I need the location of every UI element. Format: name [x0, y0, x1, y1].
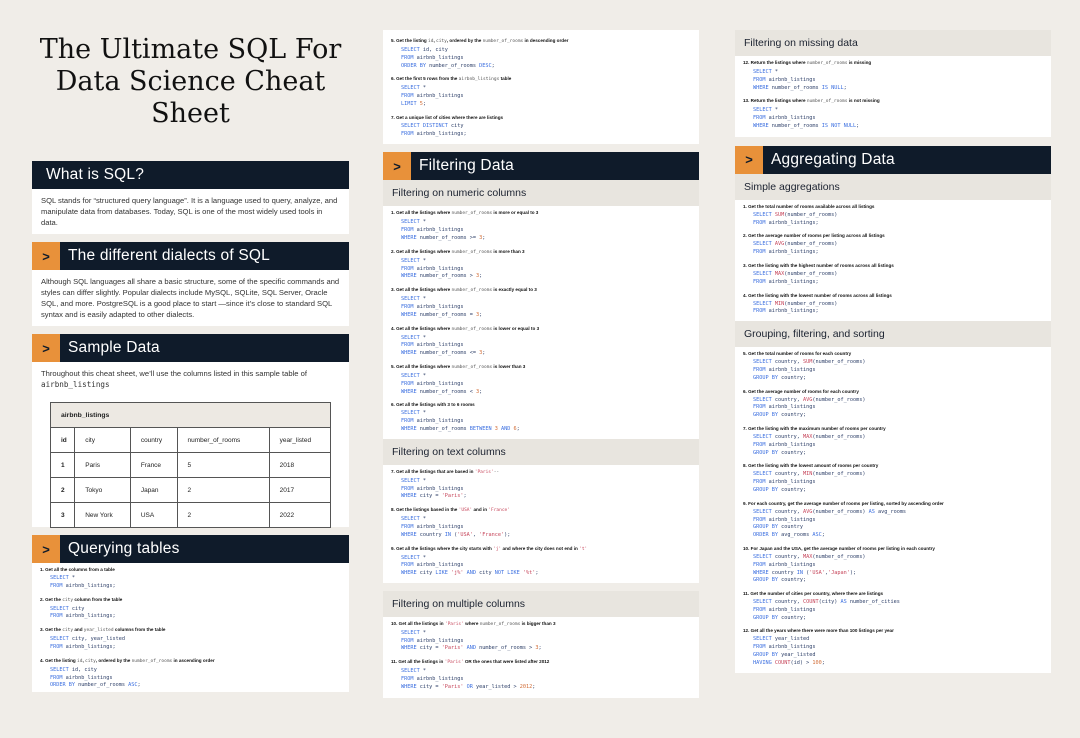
section-title: Aggregating Data	[771, 150, 895, 168]
query-description: 7. Get a unique list of cities where there are listings	[391, 114, 504, 120]
section-header	[32, 535, 349, 563]
query-description: 12. Return the listings where number_of_rooms is missing	[743, 60, 872, 66]
query-item	[383, 465, 699, 503]
query-description: 6. Get all the listings with 3 to 6 rooms	[391, 402, 475, 408]
code-block: SELECT * FROM airbnb_listings WHERE number_of_rooms >= 3;	[401, 219, 486, 241]
table-cell: Tokyo	[75, 478, 131, 503]
query-description: 2. Get all the listings where number_of_rooms is more than 3	[391, 248, 525, 255]
code-block: SELECT country, MAX(number_of_rooms) FROM airbnb_listings WHERE country IN ('USA','Japan'); GROUP BY country;	[753, 553, 866, 584]
query-description: 11. Get the number of cities per country, where there are listings	[743, 591, 884, 597]
code-block: SELECT city, year_listed FROM airbnb_listings;	[50, 636, 125, 650]
section-title: Filtering Data	[419, 157, 514, 175]
subsection-title: Grouping, filtering, and sorting	[735, 321, 1051, 347]
filtering-section	[383, 152, 699, 583]
code-block: SELECT * FROM airbnb_listings WHERE number_of_rooms IS NULL;	[753, 69, 847, 91]
query-description: 3. Get the listing with the highest number of rooms across all listings	[743, 262, 894, 268]
code-block: SELECT * FROM airbnb_listings WHERE country IN ('USA', 'France');	[401, 516, 511, 538]
query-item	[32, 593, 349, 624]
subsection-title: Filtering on multiple columns	[383, 591, 699, 617]
code-block: SELECT * FROM airbnb_listings WHERE number_of_rooms BETWEEN 3 AND 6;	[401, 410, 520, 432]
table-cell: 2	[177, 478, 269, 503]
query-description: 5. Get the listing id, city, ordered by the number_of_rooms in descending order	[391, 38, 569, 44]
query-item	[383, 111, 699, 141]
column-header: year_listed	[269, 428, 330, 453]
page-title: The Ultimate SQL For Data Science Cheat Sheet	[39, 34, 342, 129]
section-text: SQL stands for “structured query language”. It is a language used to query, analyze, and manipulate data from databases. Today, SQL is one of the most widely used tools in data.	[41, 196, 338, 227]
query-item	[383, 617, 699, 655]
section-title: Querying tables	[68, 540, 180, 557]
query-item	[735, 229, 1051, 259]
table-cell: 3	[51, 503, 75, 528]
column-right	[735, 30, 1051, 681]
table-cell: 2017	[269, 478, 330, 503]
query-description: 9. Get all the listings where the city starts with 'j' and where the city does not end in 't'	[391, 545, 588, 552]
chevron-right-icon: >	[383, 152, 411, 180]
query-item	[735, 259, 1051, 289]
query-item	[383, 72, 699, 110]
section-header	[383, 152, 699, 180]
intro-code: airbnb_listings	[41, 380, 110, 389]
subsection-title: Filtering on text columns	[383, 439, 699, 465]
table-cell: USA	[130, 503, 177, 528]
code-block: SELECT MIN(number_of_rooms) FROM airbnb_listings;	[753, 300, 838, 315]
query-description: 8. Get the listings based in the 'USA' and in 'France'	[391, 507, 510, 514]
query-item	[735, 385, 1051, 422]
code-block: SELECT * FROM airbnb_listings;	[50, 575, 116, 589]
querying-continued	[383, 30, 699, 144]
table-cell: France	[130, 453, 177, 478]
table-cell: Japan	[130, 478, 177, 503]
query-description: 5. Get the total number of rooms for each country	[743, 351, 852, 357]
query-description: 7. Get all the listings that are based in 'Paris'--	[391, 468, 500, 475]
aggregating-section	[735, 146, 1051, 673]
table-name: airbnb_listings	[51, 403, 331, 428]
intro-text: Throughout this cheat sheet, we’ll use the columns listed in this sample table of	[41, 369, 307, 378]
code-block: SELECT * FROM airbnb_listings WHERE number_of_rooms IS NOT NULL;	[753, 107, 860, 129]
table-cell: Paris	[75, 453, 131, 478]
column-header: country	[130, 428, 177, 453]
chevron-right-icon: >	[32, 535, 60, 563]
code-block: SELECT id, city FROM airbnb_listings ORDER BY number_of_rooms DESC;	[401, 47, 495, 69]
chevron-right-icon: >	[32, 334, 60, 362]
query-description: 11. Get all the listings in 'Paris' OR the ones that were listed after 2012	[391, 659, 550, 666]
table-header-row	[51, 428, 331, 453]
section-header	[32, 242, 349, 270]
table-row	[51, 503, 331, 528]
column-header: id	[51, 428, 75, 453]
query-item	[735, 422, 1051, 459]
code-block: SELECT AVG(number_of_rooms) FROM airbnb_listings;	[753, 241, 838, 256]
code-block: SELECT * FROM airbnb_listings LIMIT 5;	[401, 85, 464, 107]
code-block: SELECT year_listed FROM airbnb_listings GROUP BY year_listed HAVING COUNT(id) > 100;	[753, 636, 825, 666]
code-block: SELECT * FROM airbnb_listings WHERE city LIKE 'j%' AND city NOT LIKE '%t';	[401, 554, 539, 577]
query-item	[32, 654, 349, 692]
query-description: 4. Get all the listings where number_of_rooms is lower or equal to 3	[391, 325, 540, 332]
query-item	[735, 459, 1051, 496]
query-item	[383, 245, 699, 283]
filtering-missing-section	[735, 30, 1051, 137]
query-item	[383, 503, 699, 541]
code-block: SELECT * FROM airbnb_listings WHERE number_of_rooms = 3;	[401, 296, 483, 318]
section-header	[32, 161, 349, 189]
code-block: SELECT country, SUM(number_of_rooms) FROM airbnb_listings GROUP BY country;	[753, 359, 866, 381]
section-header	[32, 334, 349, 362]
code-block: SELECT * FROM airbnb_listings WHERE number_of_rooms <= 3;	[401, 334, 486, 357]
section-text	[32, 362, 349, 396]
query-description: 2. Get the city column from the table	[40, 596, 123, 603]
column-header: number_of_rooms	[177, 428, 269, 453]
section-header	[735, 146, 1051, 174]
code-block: SELECT country, AVG(number_of_rooms) AS avg_rooms FROM airbnb_listings GROUP BY country ORDER BY avg_rooms ASC;	[753, 508, 907, 539]
query-item	[735, 542, 1051, 587]
query-item	[735, 289, 1051, 322]
table-row	[51, 478, 331, 503]
code-block: SELECT * FROM airbnb_listings WHERE number_of_rooms > 3;	[401, 257, 483, 280]
code-block: SELECT * FROM airbnb_listings WHERE city = 'Paris' AND number_of_rooms > 3;	[401, 629, 542, 652]
sample-table	[50, 402, 331, 528]
query-description: 7. Get the listing with the maximum number of rooms per country	[743, 425, 886, 431]
code-block: SELECT * FROM airbnb_listings WHERE number_of_rooms < 3;	[401, 372, 483, 395]
query-item	[32, 563, 349, 593]
code-block: SELECT country, MIN(number_of_rooms) FROM airbnb_listings GROUP BY country;	[753, 471, 866, 493]
code-block: SELECT country, COUNT(city) AS number_of_cities FROM airbnb_listings GROUP BY country;	[753, 599, 900, 621]
subsection-title: Simple aggregations	[735, 174, 1051, 200]
code-block: SELECT SUM(number_of_rooms) FROM airbnb_listings;	[753, 211, 838, 226]
column-left	[32, 30, 349, 700]
query-description: 9. For each country, get the average number of rooms per listing, sorted by ascending order	[743, 500, 944, 506]
column-header: city	[75, 428, 131, 453]
table-cell: 5	[177, 453, 269, 478]
query-description: 5. Get all the listings where number_of_rooms is lower than 3	[391, 363, 526, 370]
query-description: 4. Get the listing id, city, ordered by the number_of_rooms in ascending order	[40, 657, 215, 664]
query-description: 3. Get the city and year_listed columns from the table	[40, 627, 166, 634]
query-item	[735, 497, 1051, 542]
query-description: 13. Return the listings where number_of_rooms is not missing	[743, 98, 880, 105]
table-cell: 2018	[269, 453, 330, 478]
query-item	[383, 34, 699, 72]
query-description: 1. Get the total number of rooms available across all listings	[743, 203, 875, 209]
table-cell: 2022	[269, 503, 330, 528]
column-middle	[383, 30, 699, 706]
code-block: SELECT * FROM airbnb_listings WHERE city = 'Paris' OR year_listed > 2012;	[401, 668, 536, 690]
querying-tables-section	[32, 535, 349, 692]
query-item	[735, 347, 1051, 384]
query-item	[32, 623, 349, 654]
code-block: SELECT country, AVG(number_of_rooms) FROM airbnb_listings GROUP BY country;	[753, 396, 866, 419]
query-description: 1. Get all the listings where number_of_rooms is more or equal to 3	[391, 210, 539, 217]
query-description: 10. Get all the listings in 'Paris' where number_of_rooms is bigger than 3	[391, 620, 556, 627]
query-description: 12. Get all the years where there were more than 100 listings per year	[743, 628, 894, 634]
query-item	[735, 587, 1051, 624]
table-cell: New York	[75, 503, 131, 528]
query-item	[383, 398, 699, 438]
query-item	[735, 200, 1051, 230]
dialects-section	[32, 242, 349, 326]
code-block: SELECT MAX(number_of_rooms) FROM airbnb_listings;	[753, 270, 838, 285]
filtering-multiple-section	[383, 591, 699, 698]
query-item	[735, 624, 1051, 672]
query-description: 8. Get the listing with the lowest amount of rooms per country	[743, 463, 879, 469]
query-item	[735, 56, 1051, 94]
code-block: SELECT city FROM airbnb_listings;	[50, 605, 116, 620]
code-block: SELECT DISTINCT city FROM airbnb_listings;	[401, 122, 467, 137]
subsection-title: Filtering on numeric columns	[383, 180, 699, 206]
query-description: 2. Get the average number of rooms per listing across all listings	[743, 233, 885, 239]
query-description: 3. Get all the listings where number_of_rooms is exactly equal to 3	[391, 287, 537, 294]
query-item	[735, 94, 1051, 132]
query-item	[383, 655, 699, 693]
sample-data-section	[32, 334, 349, 527]
query-description: 1. Get all the columns from a table	[40, 567, 115, 572]
query-item	[383, 360, 699, 398]
section-text: Although SQL languages all share a basic structure, some of the specific commands and styles can differ slightly. Popular dialects include MySQL, SQLite, SQL Server, Oracle SQL, and more. PostgreSQL is a good place to start —since it’s close to standard SQL syntax and is easily adapted to other dialects.	[41, 277, 340, 319]
table-cell: 2	[177, 503, 269, 528]
section-title: The different dialects of SQL	[68, 247, 270, 264]
table-cell: 1	[51, 453, 75, 478]
query-item	[383, 322, 699, 360]
query-description: 4. Get the listing with the lowest number of rooms across all listings	[743, 292, 892, 298]
query-item	[383, 206, 699, 244]
table-cell: 2	[51, 478, 75, 503]
subsection-title: Filtering on missing data	[735, 30, 1051, 56]
chevron-right-icon: >	[735, 146, 763, 174]
query-description: 6. Get the first 5 rows from the airbnb_listings table	[391, 76, 512, 83]
what-is-sql-section	[32, 161, 349, 234]
query-item	[383, 542, 699, 583]
query-item	[383, 283, 699, 321]
table-row	[51, 453, 331, 478]
section-title: Sample Data	[68, 339, 160, 356]
code-block: SELECT id, city FROM airbnb_listings ORDER BY number_of_rooms ASC;	[50, 666, 141, 689]
chevron-right-icon: >	[32, 242, 60, 270]
query-description: 10. For Japan and the USA, get the average number of rooms per listing in each country	[743, 545, 935, 551]
query-description: 6. Get the average number of rooms for each country	[743, 388, 859, 394]
code-block: SELECT * FROM airbnb_listings WHERE city = 'Paris';	[401, 477, 467, 500]
section-title: What is SQL?	[46, 166, 145, 183]
code-block: SELECT country, MAX(number_of_rooms) FROM airbnb_listings GROUP BY country;	[753, 433, 866, 456]
